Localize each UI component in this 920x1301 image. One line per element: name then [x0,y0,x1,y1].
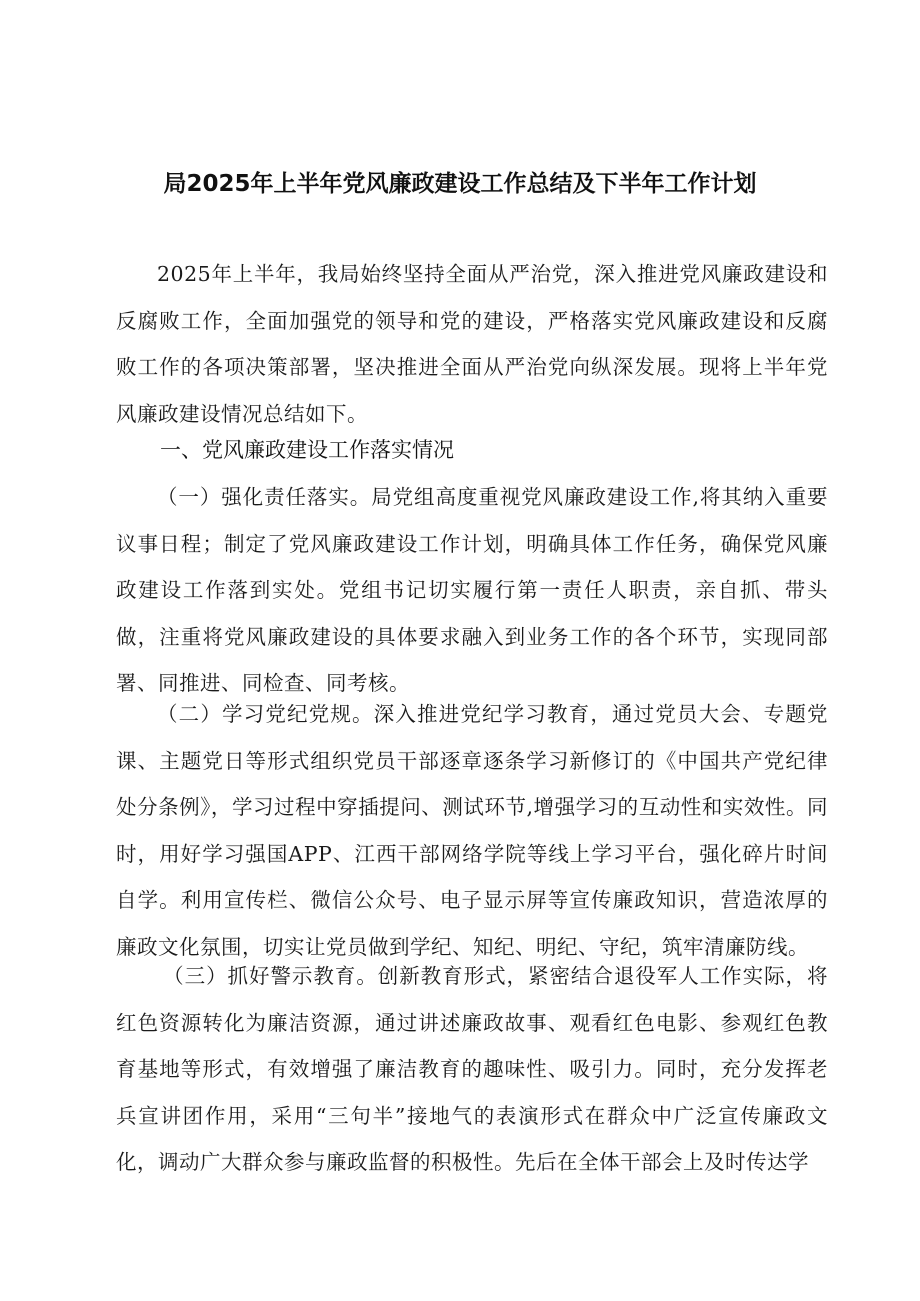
paragraph-party-discipline: （二）学习党纪党规。深入推进党纪学习教育，通过党员大会、专题党课、主题党日等形式组织党员干部逐章逐条学习新修订的《中国共产党纪律处分条例》，学习过程中穿插提问、测试环节,增强学习的互动性和实效性。同时，用好学习强国APP、江西干部网络学院等线上学习平台，强化碎片时间自学。利用宣传栏、微信公众号、电子显示屏等宣传廉政知识，营造浓厚的廉政文化氛围，切实让党员做到学纪、知纪、明纪、守纪，筑牢清廉防线。 [116,702,828,959]
section-heading: 一、党风廉政建设工作落实情况 [160,438,454,462]
paragraph-warning-education: （三）抓好警示教育。创新教育形式，紧密结合退役军人工作实际，将红色资源转化为廉洁资源，通过讲述廉政故事、观看红色电影、参观红色教育基地等形式，有效增强了廉洁教育的趣味性、吸引力。同时，充分发挥老兵宣讲团作用，采用“三句半”接地气的表演形式在群众中广泛宣传廉政文化，调动广大群众参与廉政监督的积极性。先后在全体干部会上及时传达学 [116,964,828,1175]
intro-paragraph: 2025年上半年，我局始终坚持全面从严治党，深入推进党风廉政建设和反腐败工作，全面加强党的领导和党的建设，严格落实党风廉政建设和反腐败工作的各项决策部署，坚决推进全面从严治党向纵深发展。现将上半年党风廉政建设情况总结如下。 [116,262,828,426]
paragraph-responsibility: （一）强化责任落实。局党组高度重视党风廉政建设工作,将其纳入重要议事日程；制定了党风廉政建设工作计划，明确具体工作任务，确保党风廉政建设工作落到实处。党组书记切实履行第一责任人职责，亲自抓、带头做，注重将党风廉政建设的具体要求融入到业务工作的各个环节，实现同部署、同推进、同检查、同考核。 [116,485,828,696]
document-title: 局2025年上半年党风廉政建设工作总结及下半年工作计划 [163,171,757,197]
